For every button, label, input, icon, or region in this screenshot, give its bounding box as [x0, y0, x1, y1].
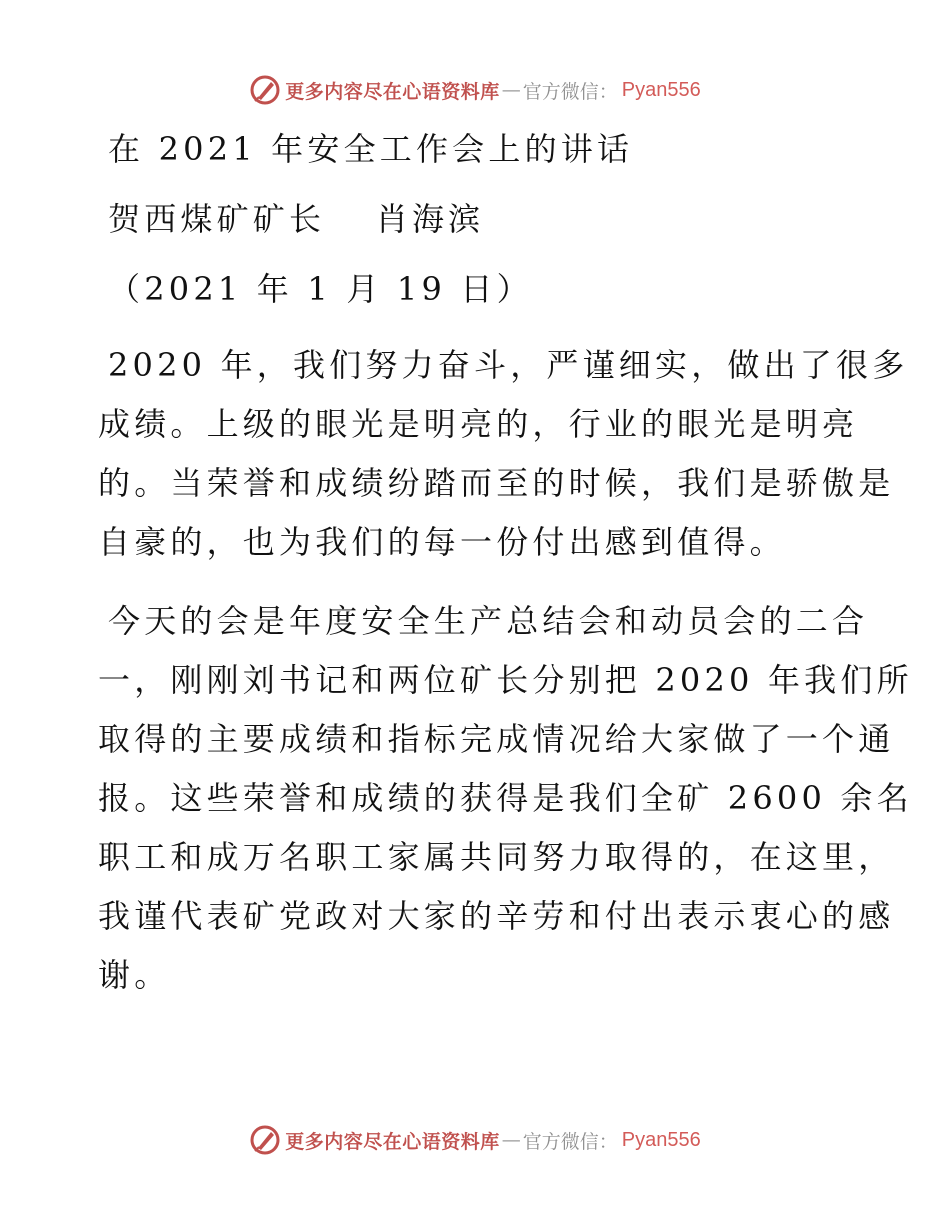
paragraph-line: 我谨代表矿党政对大家的辛劳和付出表示衷心的感 — [98, 897, 895, 935]
paragraph-line: 成绩。上级的眼光是明亮的，行业的眼光是明亮 — [98, 405, 859, 443]
paragraph-line: 今天的会是年度安全生产总结会和动员会的二合 — [108, 602, 869, 640]
paragraph-line: 报。这些荣誉和成绩的获得是我们全矿 2600 余名 — [98, 779, 913, 817]
paragraph-line: 自豪的，也为我们的每一份付出感到值得。 — [98, 523, 786, 561]
watermark-wechat-id: Pyan556 — [621, 78, 701, 101]
watermark-text: 更多内容尽在心语资料库 — [285, 1130, 500, 1153]
quill-logo-icon — [249, 1124, 281, 1156]
paragraph-line: 一，刚刚刘书记和两位矿长分别把 2020 年我们所 — [98, 661, 913, 699]
watermark-text: 更多内容尽在心语资料库 — [285, 80, 500, 103]
paragraph-1 — [98, 336, 909, 572]
watermark-dash: — — [501, 1129, 521, 1151]
watermark-footer — [0, 1120, 950, 1160]
paragraph-line: 取得的主要成绩和指标完成情况给大家做了一个通 — [98, 720, 895, 758]
watermark-header — [0, 70, 950, 110]
document-title: 在 2021 年安全工作会上的讲话 — [108, 130, 634, 168]
quill-logo-icon — [249, 74, 281, 106]
watermark-wechat-id: Pyan556 — [621, 1128, 701, 1151]
paragraph-2 — [98, 592, 913, 1005]
document-author: 贺西煤矿矿长 肖海滨 — [108, 200, 485, 238]
paragraph-line: 2020 年，我们努力奋斗，严谨细实，做出了很多 — [108, 346, 909, 384]
watermark-dash: — — [501, 79, 521, 101]
document-body — [98, 122, 913, 1005]
document-date: （2021 年 1 月 19 日） — [108, 270, 533, 308]
paragraph-line: 职工和成万名职工家属共同努力取得的，在这里， — [98, 838, 895, 876]
paragraph-line: 谢。 — [98, 956, 171, 994]
watermark-official-label: 官方微信： — [522, 1130, 618, 1153]
paragraph-line: 的。当荣誉和成绩纷踏而至的时候，我们是骄傲是 — [98, 464, 895, 502]
watermark-official-label: 官方微信： — [522, 80, 618, 103]
